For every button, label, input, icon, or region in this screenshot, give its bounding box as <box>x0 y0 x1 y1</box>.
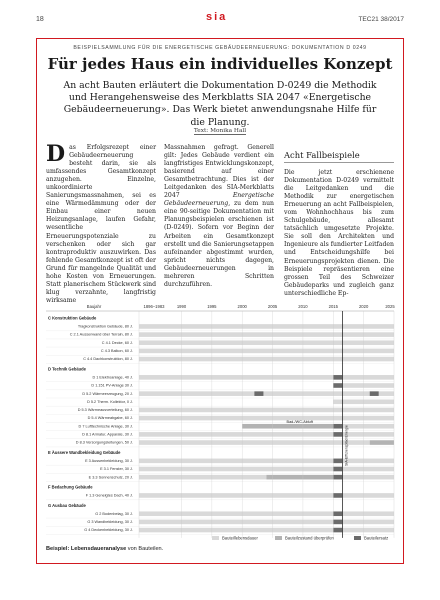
row-label: C 4.4 Dachkonstruktion, 80 J. <box>83 357 133 362</box>
x-tick-label: 2005 <box>267 304 278 309</box>
gantt-bar-replace <box>333 424 342 429</box>
gantt-bar-replace <box>333 459 342 464</box>
column-1-text: as Erfolgsrezept einer Gebäudeerneuerung besteht darin, sie als umfassendes Gesamtkonzept anzugehen. Einzelne, unkoordinierte Sanierungsmassnahmen, sei es eine Wärmedämmung oder der Einbau einer neuen Heizungsanlage, laufen Gefahr, wesentliche Erneuerungspotenziale zu verschenken oder sich gar kontraproduktiv auszuwirken. Das fehlende Gesamtkonzept ist oft der Grund für mangelnde Qualität und hohe Kosten von Erneuerungen. Statt planerischem Stückwerk sind klug verzahnte, langfristig wirksame <box>46 144 156 304</box>
gantt-bar-check <box>370 440 394 445</box>
column-2-text-a: Massnahmen gefragt. Generell gilt: Jedes Gebäude verdient ein langfristiges Entwicklungskonzept, basierend auf einer Gesamtbetrachtung. Dies ist der Leitgedanken des SIA-Merkblatts 2047 <box>164 144 274 200</box>
row-label: D 7 Lufttechnische Anlage, 30 J. <box>78 424 133 429</box>
row-label: D 1.151 PV-Anlage 30 J. <box>91 383 133 388</box>
gantt-bar-life <box>342 459 394 464</box>
legend-swatch-life <box>212 536 219 540</box>
gantt-bar-life <box>139 349 394 354</box>
gantt-bar-life <box>342 432 394 437</box>
issue-label: TEC21 38/2017 <box>358 16 404 23</box>
gantt-bar-life <box>139 440 370 445</box>
page-header <box>0 0 440 28</box>
group-label: F Bedachung Gebäude <box>48 484 93 490</box>
gantt-bar-check <box>242 424 333 429</box>
byline-text: Text: Monika Hall <box>193 128 247 134</box>
annotation-label: Bad-/WC-Abluft <box>286 420 313 425</box>
gantt-bar-life <box>342 375 394 380</box>
gantt-bar-replace <box>333 493 342 498</box>
gantt-bar-life <box>139 459 333 464</box>
row-label: G 2 Bodenbelag, 30 J. <box>95 511 133 516</box>
column-2-emphasis: Energetische Gebäudeerneuerung <box>164 192 274 208</box>
gantt-bar-life <box>139 432 333 437</box>
gantt-bar-replace <box>333 528 342 533</box>
row-label: D 5.4 Wärmeabgabe, 60 J. <box>87 416 133 421</box>
legend-swatch-check <box>275 536 282 540</box>
gantt-bar-life <box>139 375 333 380</box>
drop-cap: D <box>46 141 66 167</box>
section-heading-rule <box>284 162 394 163</box>
page-number: 18 <box>36 16 44 23</box>
x-tick-label: 2020 <box>358 304 369 309</box>
gantt-bar-replace <box>333 383 342 388</box>
x-tick-label: 1990 <box>176 304 187 309</box>
row-label: G 4 Deckenbekleidung, 30 J. <box>84 528 133 533</box>
gantt-bar-life <box>342 475 394 480</box>
x-tick-label: 2010 <box>298 304 308 309</box>
gantt-bar-life <box>342 467 394 472</box>
gantt-bar-life <box>139 357 394 362</box>
gantt-bar-replace <box>333 467 342 472</box>
row-label: D 8.3 Versorgungsleitungen, 50 J. <box>75 440 133 445</box>
gantt-bar-replace <box>333 520 342 525</box>
row-label: C 4.1 Decke, 60 J. <box>101 340 133 345</box>
legend-label: Bauteilersatz <box>364 535 389 541</box>
gantt-bar-replace <box>333 432 342 437</box>
marker-label: SIA-Effizienzpfad Energie <box>344 425 349 466</box>
gantt-bar-life <box>139 528 333 533</box>
gantt-bar-life <box>139 324 394 329</box>
row-label: E 3 Aussenbekleidung, 30 J. <box>85 458 133 463</box>
row-label: D 5.2 Therm. Kollektor, 0 J. <box>87 399 133 404</box>
gantt-bar-life <box>342 520 394 525</box>
row-label: E 3.1 Fenster, 30 J. <box>100 467 133 472</box>
legend-label: Bauteillebensdauer <box>222 535 258 541</box>
gantt-bar-life <box>139 340 394 345</box>
row-label: F 1.3 Geneigtes Dach, 40 J. <box>85 493 133 498</box>
x-tick-label: 2025 <box>385 304 395 309</box>
row-label: D 5.2 Wärmeerzeugung, 20 J. <box>82 391 133 396</box>
x-tick-label: 2000 <box>237 304 247 309</box>
gantt-bar-life <box>139 416 394 421</box>
row-label: C 4.3 Balkon, 60 J. <box>100 349 133 353</box>
gantt-bar-life <box>139 511 333 516</box>
gantt-bar-replace <box>333 511 342 516</box>
group-label: G Ausbau Gebäude <box>48 502 86 508</box>
caption-rest: von Bauteilen. <box>126 546 164 552</box>
gantt-bar-life <box>342 383 394 388</box>
caption-bold: Beispiel: Lebensdaueranalyse <box>46 546 127 552</box>
group-label: E Äussere Wandbekleidung Gebäude <box>48 449 121 455</box>
gantt-bar-replace <box>333 475 342 480</box>
row-label: D 1 Elektroanlage, 40 J. <box>92 375 133 380</box>
gantt-bar-life <box>139 408 394 413</box>
row-label: D 8.1 Armatur, Apparate, 30 J. <box>82 432 133 437</box>
gantt-bar-life <box>342 528 394 533</box>
lifecycle-chart <box>36 299 404 564</box>
sia-logo: sia <box>206 11 228 23</box>
gantt-bar-life <box>342 511 394 516</box>
article-lead: An acht Bauten erläutert die Dokumentation D-0249 die Methodik und Herangehensweise des Merkblatts SIA 2047 «Energetische Gebäudeerneuerung». Das Werk bietet anwendungsnahe Hilfe für die Planung. <box>63 80 377 128</box>
legend-label: Bauteilzustand überprüfen <box>285 535 334 541</box>
column-3 <box>284 169 394 298</box>
x-tick-label: 2015 <box>328 304 338 309</box>
row-label: Tragkonstruktion Gebäude, 80 J. <box>77 324 133 329</box>
x-tick-label: 1995 <box>207 304 217 309</box>
gantt-bar-life <box>139 493 333 498</box>
row-label: E 3.3 Sonnenschutz, 20 J. <box>88 475 133 480</box>
gantt-bar-life <box>139 467 333 472</box>
figure-caption <box>46 546 163 552</box>
gantt-bar-replace <box>254 391 263 396</box>
group-label: D Technik Gebäude <box>48 366 86 372</box>
gantt-bar-life <box>139 391 254 396</box>
section-heading: Acht Fallbeispiele <box>284 150 360 160</box>
row-label: C 2.1 Aussenwand über Terrain, 80 J. <box>69 332 133 337</box>
gantt-bar-life <box>263 391 369 396</box>
gantt-bar-check <box>267 475 334 480</box>
row-label: G 3 Wandbekleidung, 30 J. <box>87 520 133 524</box>
gantt-bar-replace <box>333 375 342 380</box>
byline <box>0 128 440 134</box>
group-label: C Konstruktion Gebäude <box>48 315 97 321</box>
gantt-bar-life <box>139 332 394 337</box>
gantt-bar-life <box>342 424 394 429</box>
column-3-text: Die jetzt erschienene Dokumentation D-0249 vermittelt die Leitgedanken und die Methodik zur energetischen Erneuerung an acht Fallbeispielen, vom Wohnhochhaus bis zum Schulgebäude, allesamt tatsächlich umgesetzte Projekte. Sie soll den Architekten und Ingenieure als fundierter Leitfaden und Entscheidungshilfe bei Erneuerungsprojekten dienen. Die Beispiele repräsentieren eine grossen Teil des Schweizer Gebäudeparks und zugleich ganz unterschiedliche Ep- <box>284 169 394 297</box>
legend-swatch-replace <box>354 536 361 540</box>
gantt-bar-life <box>139 475 267 480</box>
gantt-bar-life <box>342 493 394 498</box>
x-tick-label: 1896–1983 <box>143 304 165 309</box>
article-kicker: BEISPIELSAMMLUNG FÜR DIE ENERGETISCHE GEBÄUDEERNEUERUNG: DOKUMENTATION D 0249 <box>73 45 367 51</box>
gantt-bar-replace <box>370 391 379 396</box>
row-label: D 5.3 Wärmeausverteilung, 60 J. <box>77 408 133 413</box>
column-1 <box>46 141 156 305</box>
gantt-bar-life <box>139 520 333 525</box>
x-tick-label: Baujahr <box>86 304 102 309</box>
article-title: Für jedes Haus ein individuelles Konzept <box>47 55 393 73</box>
column-2-text-b: , zu dem nun eine 90-seitige Dokumentation mit Planungsbeispielen erschienen ist (D-0249). Sofern vor Beginn der Arbeiten ein Gesamtkonzept erstellt und die Sanierungsetappen aufeinander abgestimmt wurden, spricht nichts dagegen, Gebäudeerneuerungen in mehreren Schritten durchzuführen. <box>164 200 275 288</box>
column-2 <box>164 144 274 289</box>
gantt-bar-life <box>379 391 394 396</box>
lifecycle-chart-svg <box>36 299 404 544</box>
